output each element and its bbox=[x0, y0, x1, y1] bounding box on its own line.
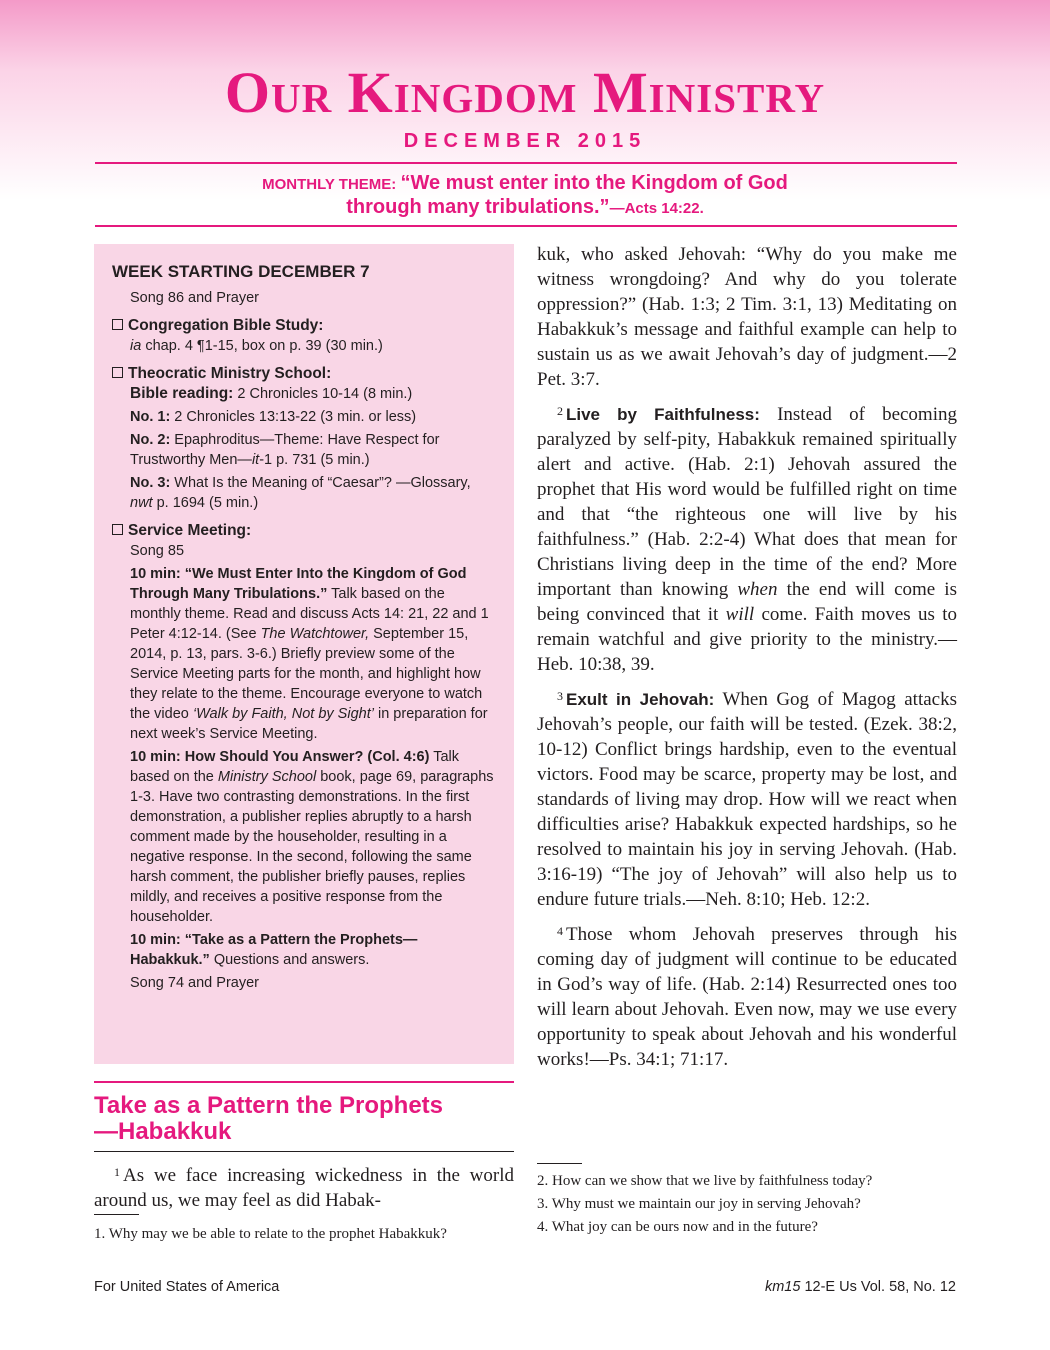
checkbox-icon bbox=[112, 367, 123, 378]
theme-rule bbox=[95, 225, 957, 227]
week-heading: WEEK STARTING DECEMBER 7 bbox=[112, 262, 370, 281]
question-1: 1. Why may we be able to relate to the prophet Habakkuk? bbox=[94, 1226, 447, 1242]
assignment-no3: No. 3: What Is the Meaning of “Caesar”? —Glossary, nwt p. 1694 (5 min.) bbox=[130, 475, 471, 511]
article-paragraph-1-cont: kuk, who asked Jehovah: “Why do you make me witness wrongdoing? And why do you tolerate oppression?” (Hab. 1:3; 2 Tim. 3:1, 13) Meditating on Habakkuk’s message and faithful example can help to sustain us as we await Jehovah’s day of judgment.—2 Pet. 3:7. bbox=[537, 244, 957, 390]
article-title-rule bbox=[94, 1151, 514, 1152]
issue-date: DECEMBER 2015 bbox=[403, 130, 647, 152]
theme-quote-line2: through many tribulations.” bbox=[346, 196, 610, 218]
article-right-column bbox=[537, 242, 957, 1079]
sm-song: Song 85 bbox=[130, 543, 185, 559]
footer-code: km15 12-E Us Vol. 58, No. 12 bbox=[764, 1279, 956, 1295]
footnote-rule-right bbox=[537, 1163, 582, 1164]
sm-part-2: 10 min: How Should You Answer? (Col. 4:6) Talk based on the Ministry School book, page 69, paragraphs 1-3. Have two contrasting demonstrations. In the first demonstration, a publisher replies abruptly to a harsh comment made by the householder, resulting in a negative response. In the second, following the same harsh comment, the publisher briefly pauses, replies mildly, and receives a positive response from the householder. bbox=[130, 749, 494, 925]
tms-heading: Theocratic Ministry School: bbox=[112, 364, 496, 384]
bible-reading: Bible reading: 2 Chronicles 10-14 (8 min.) bbox=[130, 385, 413, 402]
opening-song: Song 86 and Prayer bbox=[130, 290, 259, 306]
theme-label: MONTHLY THEME: bbox=[262, 176, 401, 193]
assignment-no2: No. 2: Epaphroditus—Theme: Have Respect for Trustworthy Men—it-1 p. 731 (5 min.) bbox=[130, 432, 440, 468]
questions-right bbox=[537, 1172, 957, 1241]
article-paragraph-2: $^2$ Live by Faithfulness: Instead of becoming paralyzed by self-pity, Habakkuk remained spiritually alert and active. (Hab. 2:1) Jehovah assured the prophet that His word would be fulfilled right on time and that “the righteous one will live by his faithfulness.” (Hab. 2:2-4) What does that mean for Christians living deep in the time of the end? More important than knowing when the end will come is being convinced that it will come. Faith moves us to remain watchful and give priority to the ministry.—Heb. 10:38, 39. bbox=[537, 404, 958, 675]
article-title: Take as a Pattern the Prophets —Habakkuk bbox=[94, 1092, 444, 1145]
article-paragraph-4: $^4$ Those whom Jehovah preserves through his coming day of judgment will continue to be educated in God’s way of life. (Hab. 2:14) Resurrected ones too will learn about Jehovah. Even now, may we use every opportunity to speak about Jehovah and his wonderful works!—Ps. 34:1; 71:17. bbox=[537, 924, 957, 1070]
checkbox-icon bbox=[112, 319, 123, 330]
masthead-rule bbox=[95, 162, 957, 164]
sm-heading: Service Meeting: bbox=[112, 521, 496, 541]
meeting-schedule-box bbox=[94, 244, 514, 1064]
question-3: 3. Why must we maintain our joy in serving Jehovah? bbox=[537, 1196, 861, 1212]
theme-reference: —Acts 14:22. bbox=[609, 200, 704, 217]
cbs-heading: Congregation Bible Study: bbox=[112, 316, 496, 336]
article-paragraph-3: $^3$ Exult in Jehovah: When Gog of Magog attacks Jehovah’s people, our faith will be tested. (Ezek. 38:2, 10-12) Conflict brings hardship, even to the eventual victors. Food may be scarce, property may be lost, and standards of living may drop. How will we react when difficulties arise? Habakkuk expected hardships, so he resolved to maintain his joy in serving Jehovah. (Hab. 3:16-19) “The joy of Jehovah” will also help us to endure future trials.—Neh. 8:10; Heb. 12:2. bbox=[537, 689, 957, 910]
closing-song: Song 74 and Prayer bbox=[130, 975, 259, 991]
question-4: 4. What joy can be ours now and in the future? bbox=[537, 1219, 818, 1235]
question-2: 2. How can we show that we live by faithfulness today? bbox=[537, 1173, 873, 1189]
article-paragraph-1-start: $^1$ As we face increasing wickedness in the world around us, we may feel as did Habak- bbox=[94, 1165, 514, 1211]
monthly-theme bbox=[95, 172, 955, 220]
theme-quote-line1: “We must enter into the Kingdom of God bbox=[400, 172, 788, 194]
footer-region: For United States of America bbox=[94, 1279, 280, 1295]
assignment-no1: No. 1: 2 Chronicles 13:13-22 (3 min. or less) bbox=[130, 409, 417, 425]
checkbox-icon bbox=[112, 524, 123, 535]
sm-part-3: 10 min: “Take as a Pattern the Prophets—Habakkuk.” Questions and answers. bbox=[130, 932, 418, 968]
footnote-rule-left bbox=[94, 1214, 139, 1215]
masthead-title: Our Kingdom Ministry bbox=[224, 60, 826, 125]
sm-part-1: 10 min: “We Must Enter Into the Kingdom of God Through Many Tribulations.” Talk based on the monthly theme. Read and discuss Acts 14: 21, 22 and 1 Peter 4:12-14. (See The Watchtower, September 15, 2014, p. 13, pars. 3-6.) Briefly preview some of the Service Meeting parts for the month, and highlight how they relate to the theme. Encourage everyone to watch the video ‘Walk by Faith, Not by Sight’ in preparation for next week’s Service Meeting. bbox=[130, 566, 489, 742]
article-top-rule bbox=[94, 1081, 514, 1083]
cbs-detail: ia chap. 4 ¶1-15, box on p. 39 (30 min.) bbox=[130, 338, 383, 354]
